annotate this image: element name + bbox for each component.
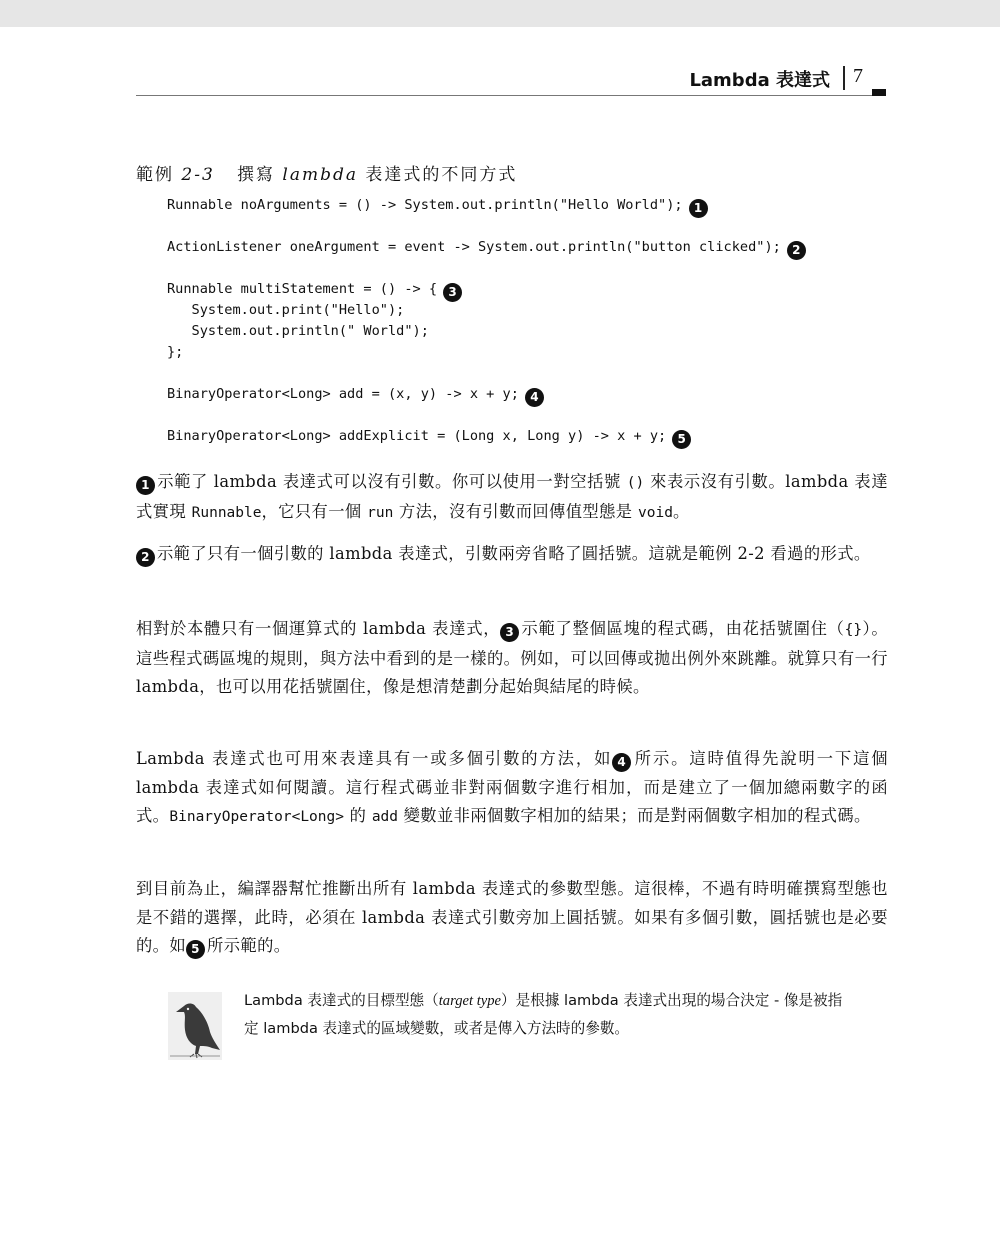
example-caption: [136, 160, 517, 185]
text: ，它只有一個: [261, 501, 362, 521]
caption-prefix: 範例: [136, 165, 174, 185]
callout-2-icon: 2: [136, 548, 155, 567]
header-separator: [843, 66, 845, 90]
inline-code: {}: [844, 622, 863, 638]
callout-5-icon: 5: [672, 430, 691, 449]
paragraph-3: [136, 615, 888, 702]
code-line-1: [167, 195, 708, 218]
note-text: [244, 987, 844, 1043]
callout-3-icon: 3: [443, 283, 462, 302]
text: 變數並非兩個數字相加的結果；而是對兩個數字相加的程式碼。: [403, 806, 871, 826]
text: 來表示沒有引數。lambda 表達式實現: [136, 472, 889, 521]
code-text: Runnable noArguments = () -> System.out.println("Hello World");: [167, 197, 683, 213]
caption-number: 2-3: [181, 165, 215, 185]
text: 方法，沒有引數而回傳值型態是: [398, 501, 633, 521]
text: Lambda 表達式的目標型態（: [244, 992, 439, 1009]
code-text: Runnable multiStatement = () -> {: [167, 281, 438, 297]
emphasis: target type: [438, 993, 502, 1009]
code-text: BinaryOperator<Long> add = (x, y) -> x + y;: [167, 386, 519, 402]
paragraph-4: [136, 745, 888, 832]
callout-1-icon: 1: [689, 199, 708, 218]
inline-code: BinaryOperator<Long>: [169, 809, 344, 826]
text: 示範了 lambda 表達式可以沒有引數。你可以使用一對空括號: [157, 472, 621, 491]
text: 相對於本體只有一個運算式的 lambda 表達式，: [136, 619, 501, 638]
text: 示範了只有一個引數的 lambda 表達式，引數兩旁省略了圓括號。這就是範例 2-2 看過的形式。: [157, 544, 871, 563]
inline-code: (): [626, 475, 645, 491]
code-line-3: [167, 279, 462, 302]
callout-2-icon: 2: [787, 241, 806, 260]
crow-icon: [168, 992, 222, 1060]
text: 到目前為止，編譯器幫忙推斷出所有 lambda 表達式的參數型態。這很棒，不過有時明確撰寫型態也是不錯的選擇，此時，必須在 lambda 表達式引數旁加上圓括號。如果有多個引數，圓括號也是必要的。如: [136, 879, 888, 956]
text: 示範了整個區塊的程式碼，由花括號圍住（: [521, 619, 845, 638]
caption-text-em: lambda: [282, 165, 359, 185]
code-line-5: System.out.println(" World");: [167, 323, 429, 339]
paragraph-5: [136, 875, 888, 961]
code-line-4: System.out.print("Hello");: [167, 302, 405, 318]
callout-5-icon: 5: [186, 940, 205, 959]
callout-4-icon: 4: [525, 388, 544, 407]
text: 所示範的。: [207, 936, 291, 956]
code-line-7: [167, 384, 544, 407]
text: 所示。這時值得先說明一下這個 lambda 表達式如何閱讀。這行程式碼並非對兩個數字進行相加，而是建立了一個加總兩數字的函式。: [136, 749, 888, 826]
callout-3-icon: 3: [500, 623, 519, 642]
code-line-6: };: [167, 344, 184, 360]
running-header-title: Lambda 表達式: [689, 70, 830, 91]
code-text: BinaryOperator<Long> addExplicit = (Long x, Long y) -> x + y;: [167, 428, 667, 444]
text: ）。這些程式碼區塊的規則，與方法中看到的是一樣的。例如，可以回傳或拋出例外來跳離。就算只有一行 lambda，也可以用花括號圍住，像是想清楚劃分起始與結尾的時候。: [136, 619, 889, 697]
code-line-2: [167, 237, 806, 260]
code-text: ActionListener oneArgument = event -> System.out.println("button clicked");: [167, 239, 781, 255]
callout-4-icon: 4: [612, 753, 631, 772]
header-block-mark: [872, 89, 886, 96]
header-rule: [136, 95, 872, 96]
text: ）是根據 lambda 表達式出現的場合決定 - 像是被指定 lambda 表達式的區域變數，或者是傳入方法時的參數。: [244, 992, 843, 1037]
caption-text-post: 表達式的不同方式: [365, 165, 518, 185]
inline-code: run: [367, 504, 394, 521]
text: 。: [672, 501, 690, 521]
text: Lambda 表達式也可用來表達具有一或多個引數的方法，如: [136, 749, 613, 768]
inline-code: void: [638, 504, 673, 521]
paragraph-2: [136, 540, 888, 569]
top-bar: [0, 0, 1000, 27]
paragraph-1: [136, 468, 888, 527]
callout-1-icon: 1: [136, 476, 155, 495]
inline-code: Runnable: [191, 504, 262, 521]
inline-code: add: [371, 809, 399, 826]
text: 的: [349, 806, 367, 826]
caption-text-pre: 撰寫: [237, 165, 276, 185]
code-line-8: [167, 426, 691, 449]
page-number: 7: [853, 65, 863, 87]
